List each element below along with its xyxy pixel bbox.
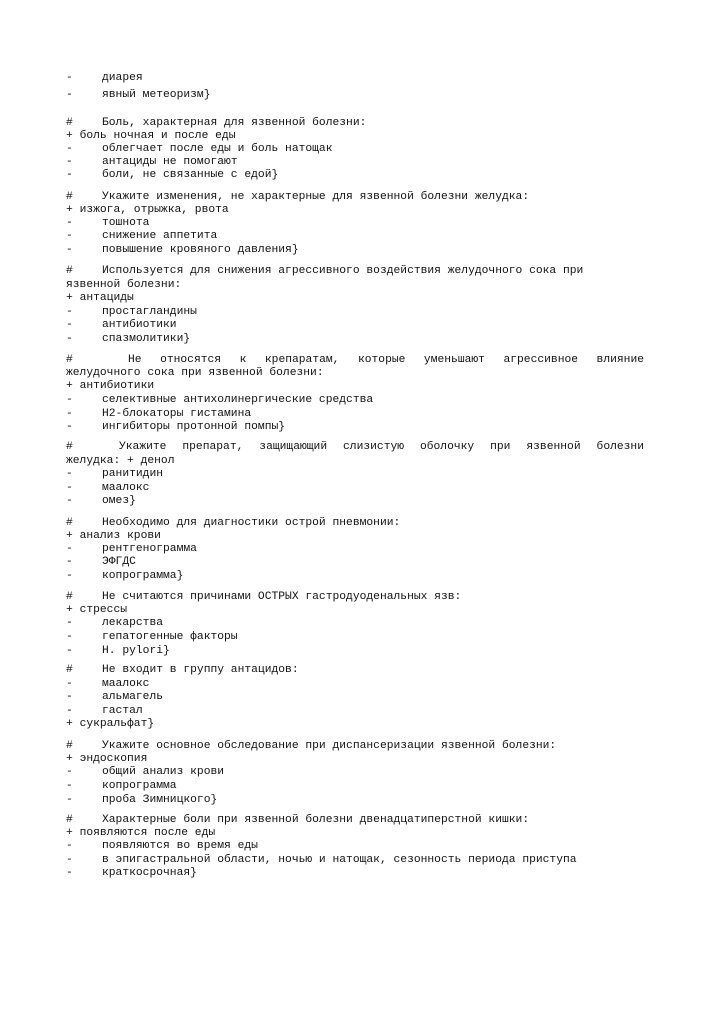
question-line xyxy=(0,117,367,130)
answer-text: селективные антихолинергические средства xyxy=(102,394,374,406)
answer-text: копрограмма xyxy=(102,780,177,792)
answer-text: Н2-блокаторы гистамина xyxy=(102,408,252,420)
question-text-continued: желудка: + денол xyxy=(66,455,175,467)
answer-correct: + эндоскопия xyxy=(66,753,148,765)
answer-text: появляются во время еды xyxy=(102,840,258,852)
answer-line xyxy=(0,645,170,658)
question-mark: # xyxy=(66,354,73,366)
answer-text: в эпигастральной области, ночью и натощак, сезонность периода приступа xyxy=(102,854,577,866)
answer-line xyxy=(0,217,150,230)
answer-line xyxy=(0,230,218,243)
answer-mark: - xyxy=(66,780,73,792)
answer-text: антибиотики xyxy=(102,319,177,331)
answer-correct: + анализ крови xyxy=(66,530,161,542)
question-text: Характерные боли при язвенной болезни двенадцатиперстной кишки: xyxy=(102,814,530,826)
answer-line xyxy=(0,204,229,217)
question-text-continued: желудочного сока при язвенной болезни: xyxy=(66,367,324,379)
answer-line xyxy=(0,678,150,691)
answer-mark: - xyxy=(66,867,73,879)
answer-mark: - xyxy=(66,89,73,101)
answer-line xyxy=(0,753,148,766)
answer-line xyxy=(0,570,184,583)
question-text: Необходимо для диагностики острой пневмонии: xyxy=(102,517,401,529)
answer-mark: - xyxy=(66,394,73,406)
question-line xyxy=(0,591,462,604)
answer-line xyxy=(0,617,164,630)
question-line-continued xyxy=(0,279,182,292)
answer-mark: - xyxy=(66,631,73,643)
question-line xyxy=(0,265,584,278)
answer-line xyxy=(0,380,155,393)
question-line-continued xyxy=(0,455,175,468)
answer-line xyxy=(0,306,197,319)
answer-text: облегчает после еды и боль натощак xyxy=(102,143,333,155)
question-mark: # xyxy=(66,441,73,453)
answer-line xyxy=(0,169,279,182)
answer-mark: - xyxy=(66,495,73,507)
question-line xyxy=(0,191,530,204)
answer-text: маалокс xyxy=(102,678,150,690)
answer-mark: - xyxy=(66,691,73,703)
answer-text: явный метеоризм} xyxy=(102,89,211,101)
answer-text: альмагель xyxy=(102,691,164,703)
answer-mark: - xyxy=(66,319,73,331)
question-mark: # xyxy=(66,117,73,129)
answer-correct: + сукральфат} xyxy=(66,718,155,730)
answer-text: повышение кровяного давления} xyxy=(102,244,299,256)
answer-text: копрограмма} xyxy=(102,570,184,582)
answer-correct: + появляются после еды xyxy=(66,827,216,839)
answer-line xyxy=(0,604,128,617)
answer-line xyxy=(0,854,577,867)
answer-mark: - xyxy=(66,645,73,657)
answer-line xyxy=(0,556,136,569)
answer-mark: - xyxy=(66,156,73,168)
answer-line xyxy=(0,482,150,495)
answer-text: спазмолитики} xyxy=(102,333,191,345)
answer-text: тошнота xyxy=(102,217,150,229)
question-text: Не считаются причинами ОСТРЫХ гастродуоденальных язв: xyxy=(102,591,462,603)
question-line xyxy=(0,517,401,530)
question-line xyxy=(0,441,644,454)
answer-line xyxy=(0,421,286,434)
answer-line xyxy=(0,530,161,543)
answer-text: антациды не помогают xyxy=(102,156,238,168)
question-text: Укажите изменения, не характерные для язвенной болезни желудка: xyxy=(102,191,530,203)
answer-correct: + изжога, отрыжка, рвота xyxy=(66,204,229,216)
answer-line xyxy=(0,840,258,853)
answer-line xyxy=(0,468,164,481)
question-text: Не входит в группу антацидов: xyxy=(102,664,299,676)
answer-mark: - xyxy=(66,840,73,852)
answer-line xyxy=(0,766,225,779)
question-line xyxy=(0,740,557,753)
answer-line xyxy=(0,780,177,793)
answer-mark: - xyxy=(66,543,73,555)
answer-text: гепатогенные факторы xyxy=(102,631,238,643)
question-line xyxy=(0,354,644,367)
answer-text: H. pylori} xyxy=(102,645,170,657)
answer-mark: - xyxy=(66,854,73,866)
answer-line xyxy=(0,408,252,421)
answer-mark: - xyxy=(66,570,73,582)
answer-mark: - xyxy=(66,72,73,84)
answer-line xyxy=(0,244,299,257)
answer-mark: - xyxy=(66,556,73,568)
answer-text: лекарства xyxy=(102,617,164,629)
answer-text: рентгенограмма xyxy=(102,543,197,555)
question-mark: # xyxy=(66,517,73,529)
answer-text: ЭФГДС xyxy=(102,556,136,568)
question-mark: # xyxy=(66,814,73,826)
answer-line xyxy=(0,72,143,85)
answer-text: общий анализ крови xyxy=(102,766,225,778)
answer-correct: + антациды xyxy=(66,292,134,304)
question-mark: # xyxy=(66,664,73,676)
question-line xyxy=(0,814,530,827)
answer-line xyxy=(0,543,197,556)
answer-line xyxy=(0,156,238,169)
question-mark: # xyxy=(66,191,73,203)
answer-mark: - xyxy=(66,230,73,242)
answer-text: боли, не связанные с едой} xyxy=(102,169,279,181)
answer-text: гастал xyxy=(102,705,143,717)
answer-mark: - xyxy=(66,244,73,256)
answer-text: маалокс xyxy=(102,482,150,494)
question-text: Боль, характерная для язвенной болезни: xyxy=(102,117,367,129)
answer-mark: - xyxy=(66,705,73,717)
answer-text: проба Зимницкого} xyxy=(102,794,218,806)
answer-text: ранитидин xyxy=(102,468,164,480)
question-mark: # xyxy=(66,265,73,277)
question-text: Не относятся к крепаратам, которые уменьшают агрессивное влияние xyxy=(128,354,644,366)
answer-line xyxy=(0,631,238,644)
answer-line xyxy=(0,495,136,508)
answer-correct: + боль ночная и после еды xyxy=(66,130,236,142)
answer-line xyxy=(0,394,374,407)
answer-mark: - xyxy=(66,617,73,629)
question-text: Укажите основное обследование при диспансеризации язвенной болезни: xyxy=(102,740,557,752)
answer-text: омез} xyxy=(102,495,136,507)
answer-mark: - xyxy=(66,482,73,494)
answer-mark: - xyxy=(66,169,73,181)
question-mark: # xyxy=(66,591,73,603)
answer-line xyxy=(0,827,216,840)
question-text: Укажите препарат, защищающий слизистую оболочку при язвенной болезни xyxy=(119,441,644,453)
answer-line xyxy=(0,691,164,704)
answer-line xyxy=(0,705,143,718)
answer-text: диарея xyxy=(102,72,143,84)
question-text-continued: язвенной болезни: xyxy=(66,279,182,291)
answer-mark: - xyxy=(66,468,73,480)
answer-mark: - xyxy=(66,143,73,155)
answer-text: снижение аппетита xyxy=(102,230,218,242)
answer-mark: - xyxy=(66,408,73,420)
answer-line xyxy=(0,89,211,102)
answer-correct: + антибиотики xyxy=(66,380,155,392)
answer-mark: - xyxy=(66,333,73,345)
answer-line xyxy=(0,333,191,346)
answer-mark: - xyxy=(66,766,73,778)
answer-line xyxy=(0,794,218,807)
answer-mark: - xyxy=(66,678,73,690)
question-mark: # xyxy=(66,740,73,752)
answer-line xyxy=(0,130,236,143)
question-text: Используется для снижения агрессивного воздействия желудочного сока при xyxy=(102,265,584,277)
answer-line xyxy=(0,143,333,156)
answer-text: краткосрочная} xyxy=(102,867,197,879)
question-line-continued xyxy=(0,367,324,380)
answer-line xyxy=(0,718,155,731)
answer-text: простагландины xyxy=(102,306,197,318)
question-line xyxy=(0,664,299,677)
answer-text: ингибиторы протонной помпы} xyxy=(102,421,286,433)
answer-line xyxy=(0,867,197,880)
answer-mark: - xyxy=(66,421,73,433)
answer-correct: + стрессы xyxy=(66,604,128,616)
answer-line xyxy=(0,319,177,332)
answer-mark: - xyxy=(66,306,73,318)
answer-mark: - xyxy=(66,217,73,229)
answer-line xyxy=(0,292,134,305)
answer-mark: - xyxy=(66,794,73,806)
